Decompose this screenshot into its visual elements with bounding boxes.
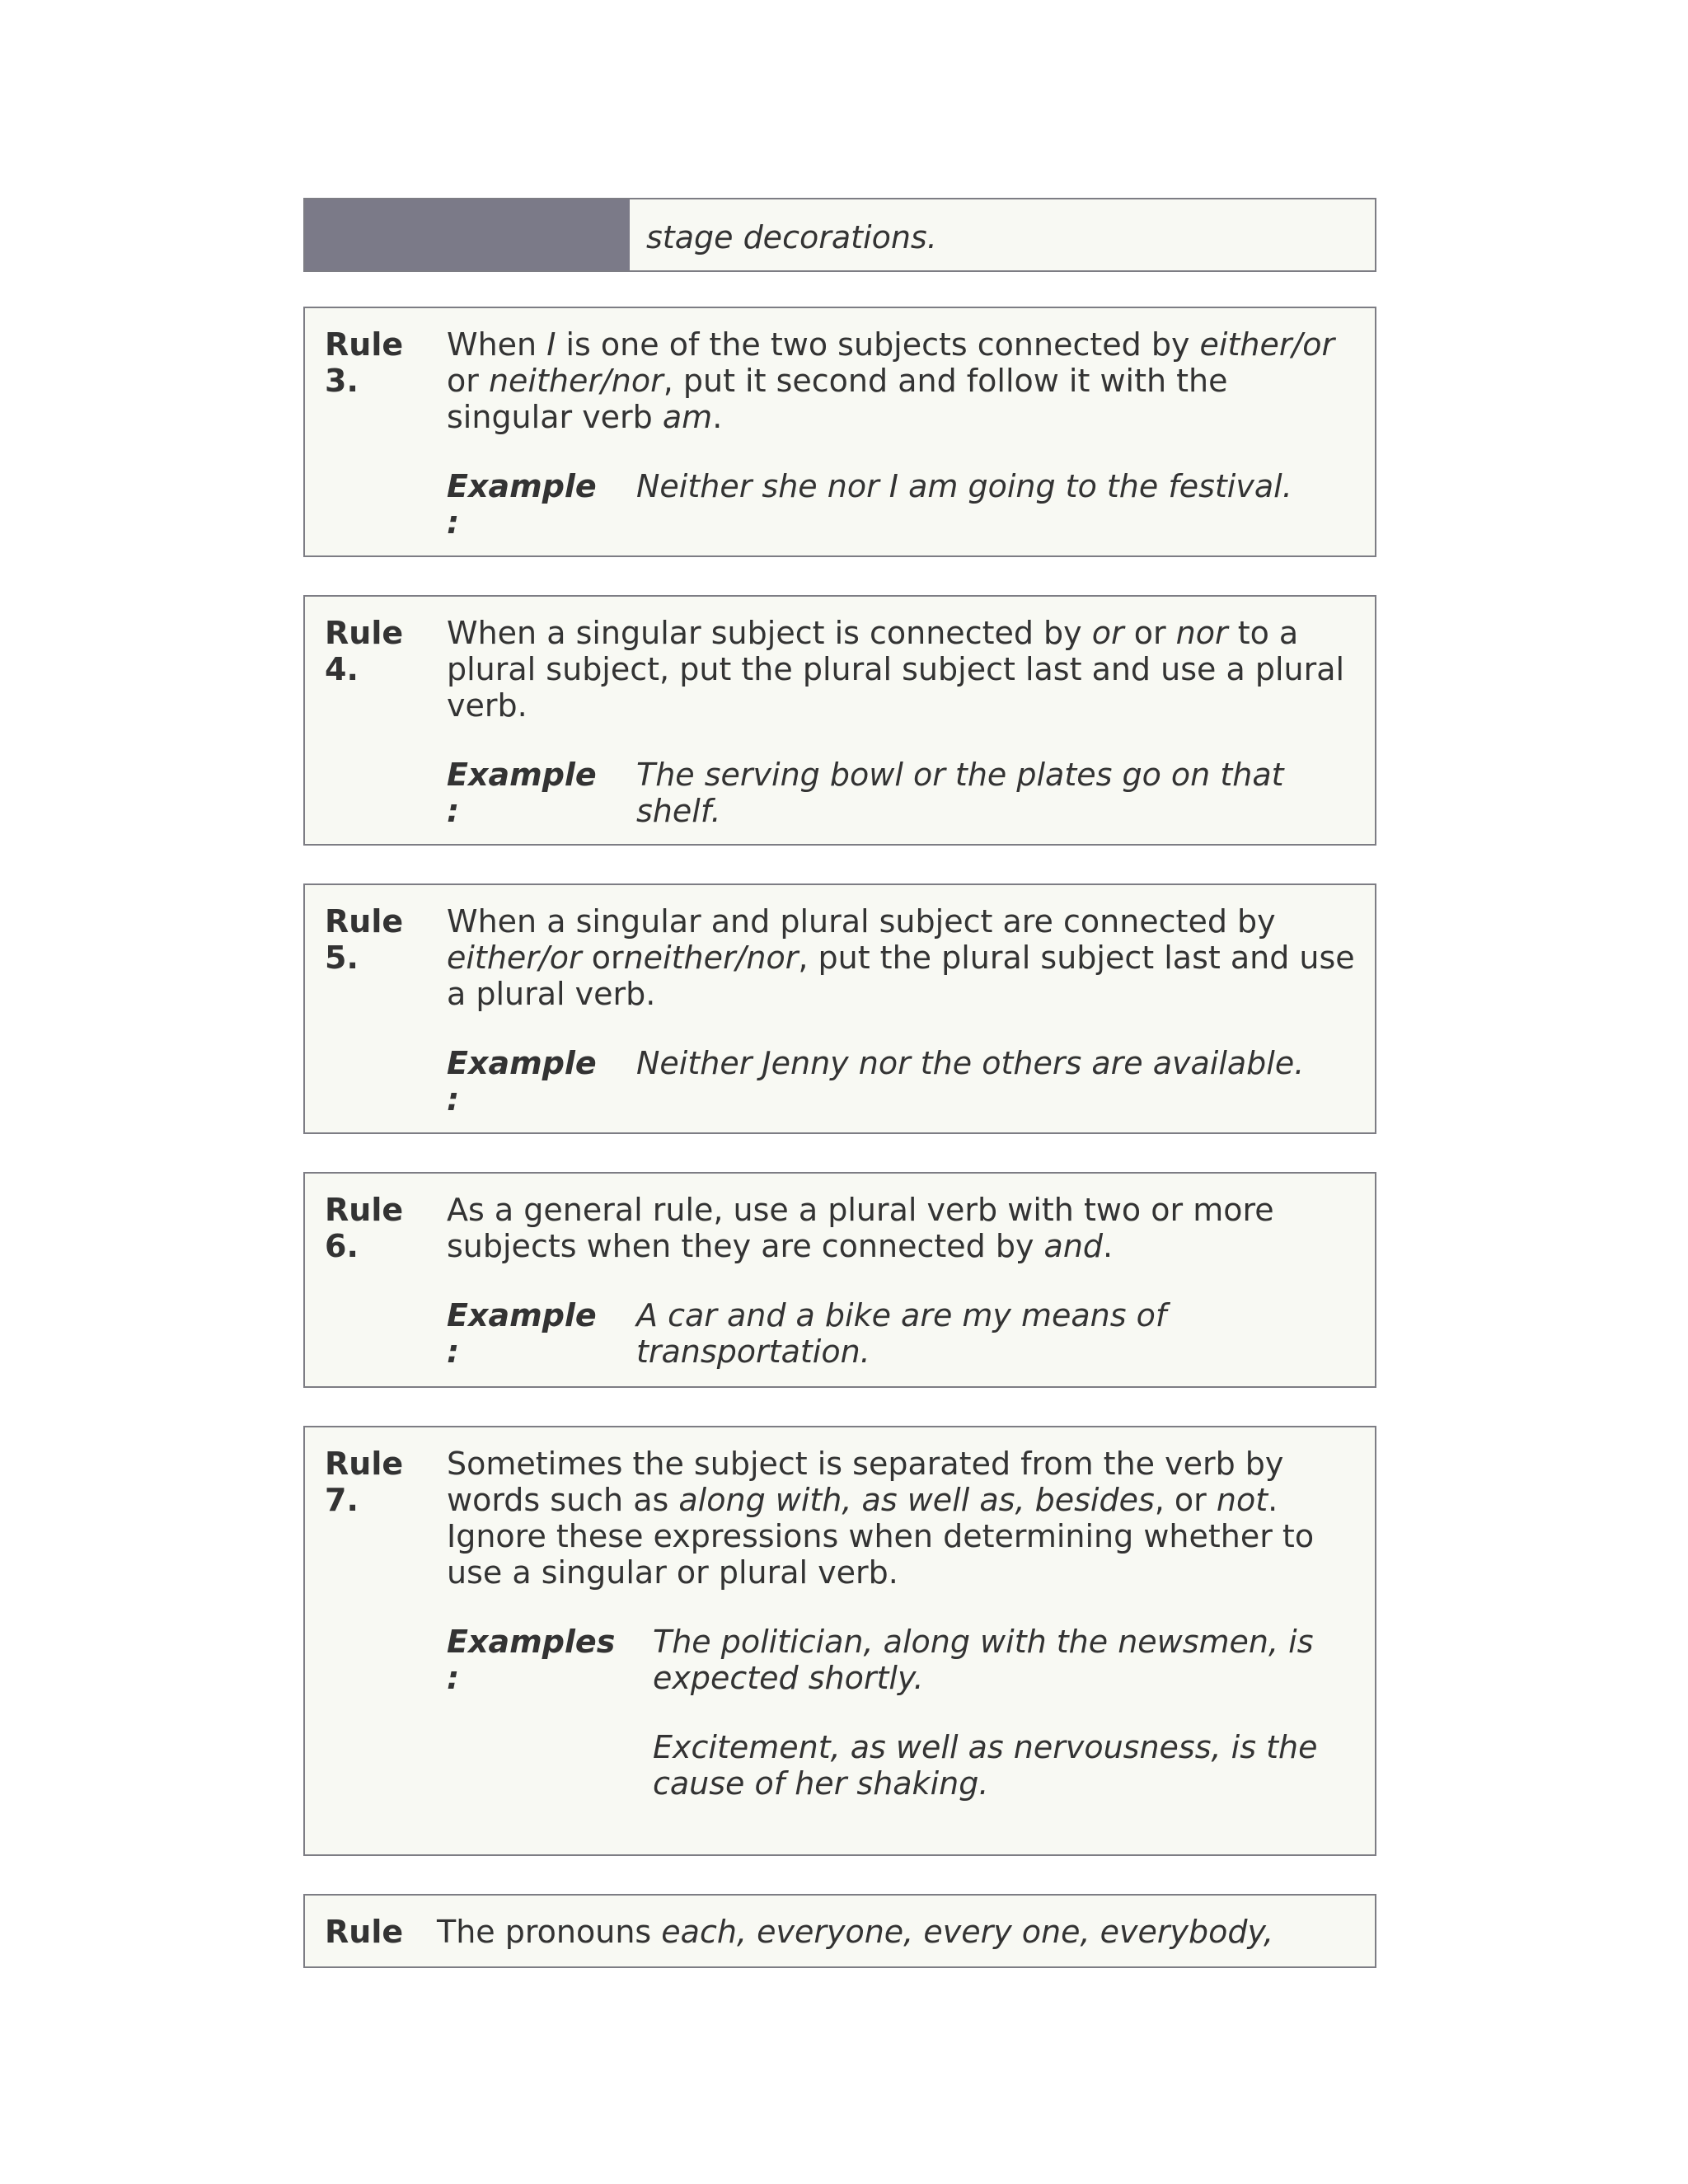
rule-label: Rule 6. bbox=[325, 1192, 404, 1264]
rule-card-5 bbox=[303, 883, 1376, 1134]
example-text bbox=[636, 468, 1362, 504]
example-sentence: The serving bowl or the plates go on that shelf. bbox=[636, 757, 1284, 829]
continued-example-text: stage decorations. bbox=[646, 219, 937, 255]
rule-label: Rule 3. bbox=[325, 326, 404, 399]
rule-card-3 bbox=[303, 307, 1376, 557]
example-text bbox=[636, 1297, 1362, 1370]
example-sentence: Excitement, as well as nervousness, is the cause of her shaking. bbox=[653, 1729, 1318, 1802]
example-text bbox=[636, 1045, 1362, 1081]
continued-example-strip bbox=[303, 198, 1376, 272]
example-sentence: Neither she nor I am going to the festival. bbox=[636, 468, 1292, 504]
example-label: Example : bbox=[447, 1297, 597, 1370]
rule-text: Sometimes the subject is separated from the verb by words such as along with, as well as, besides, or not. Ignore these expressions when determining whether to use a singular or plural verb. bbox=[447, 1446, 1315, 1591]
rule-card-7 bbox=[303, 1426, 1376, 1856]
example-label: Example : bbox=[447, 1045, 597, 1118]
rule-label: Rule 4. bbox=[325, 615, 404, 687]
examples-text bbox=[653, 1624, 1362, 1802]
rule-card-6 bbox=[303, 1172, 1376, 1388]
rule-label: Rule 7. bbox=[325, 1446, 404, 1518]
rule-text: As a general rule, use a plural verb with two or more subjects when they are connected by and. bbox=[447, 1192, 1274, 1264]
example-text bbox=[636, 757, 1362, 829]
example-label: Example : bbox=[447, 468, 597, 541]
rule-text: When I is one of the two subjects connected by either/or or neither/nor, put it second and follow it with the singular verb am. bbox=[447, 326, 1335, 435]
example-label: Example : bbox=[447, 757, 597, 829]
rule-label: Rule 5. bbox=[325, 903, 404, 976]
rule-card-4 bbox=[303, 595, 1376, 846]
label-column-shade bbox=[305, 199, 630, 270]
example-sentence: Neither Jenny nor the others are available. bbox=[636, 1045, 1305, 1081]
rule-text: The pronouns each, everyone, every one, everybody, bbox=[437, 1914, 1274, 1950]
rule-text: When a singular subject is connected by or or nor to a plural subject, put the plural subject last and use a plural verb. bbox=[447, 615, 1345, 724]
example-sentence: A car and a bike are my means of transportation. bbox=[636, 1297, 1167, 1370]
rule-card-partial bbox=[303, 1894, 1376, 1968]
rule-label: Rule bbox=[325, 1914, 404, 1950]
example-sentence: The politician, along with the newsmen, is expected shortly. bbox=[653, 1624, 1314, 1696]
rule-text: When a singular and plural subject are connected by either/or orneither/nor, put the plural subject last and use a plural verb. bbox=[447, 903, 1355, 1012]
examples-label: Examples : bbox=[447, 1624, 616, 1696]
